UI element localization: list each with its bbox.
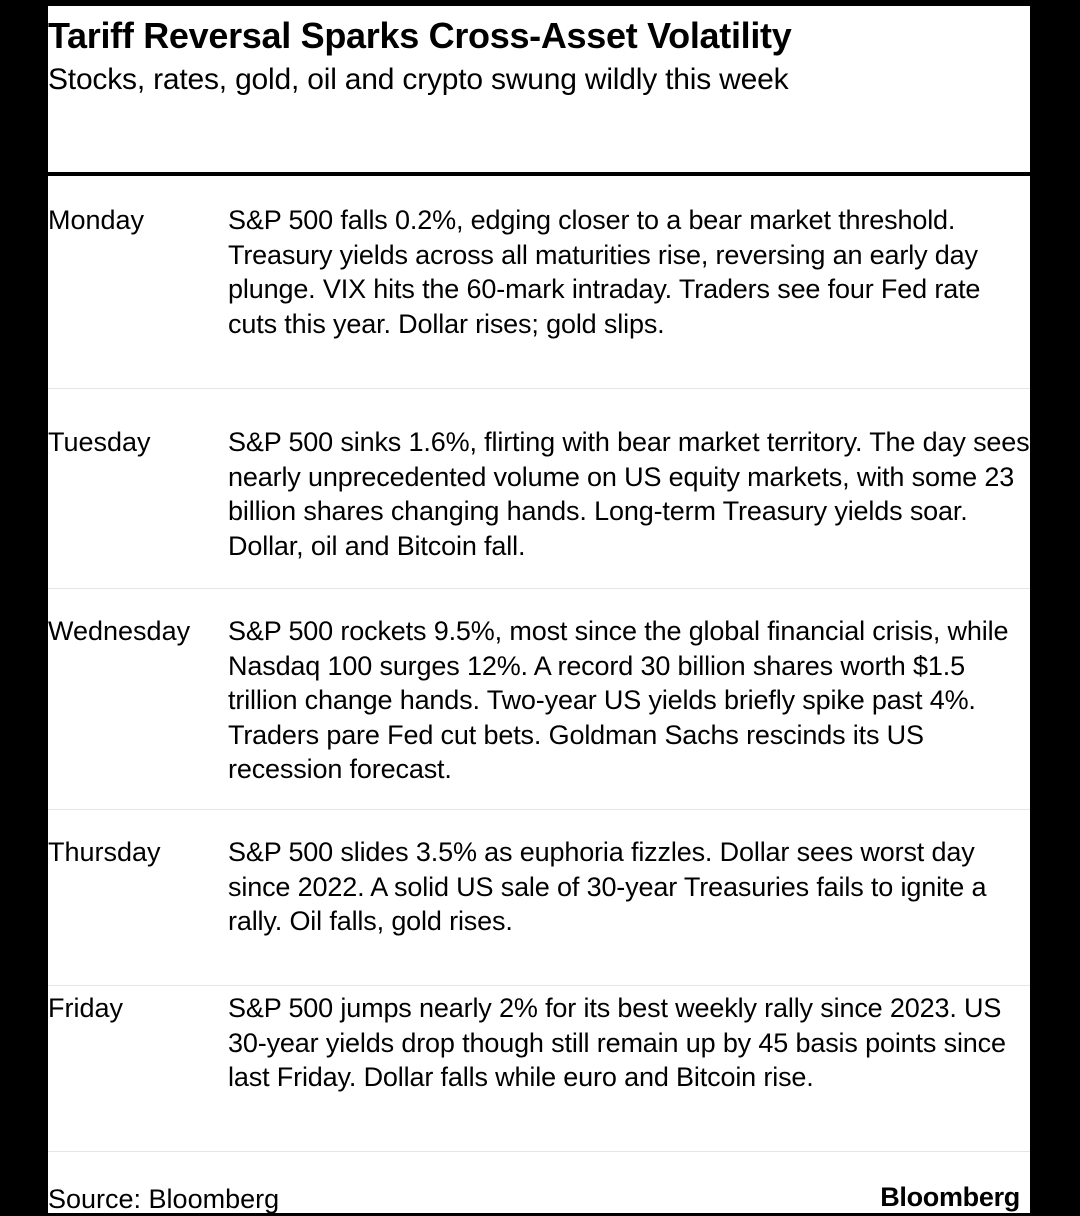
day-description: S&P 500 jumps nearly 2% for its best weekly rally since 2023. US 30-year yields drop though still remain up by 45 basis points since last Friday. Dollar falls while euro and Bitcoin rise.	[228, 993, 1006, 1092]
day-label: Tuesday	[48, 427, 151, 457]
table-row-monday	[48, 176, 1030, 389]
chart-footer	[48, 1176, 1030, 1213]
day-description: S&P 500 sinks 1.6%, flirting with bear market territory. The day sees nearly unprecedented volume on US equity markets, with some 23 billion shares changing hands. Long-term Treasury yields soar. Dollar, oil and Bitcoin fall.	[228, 427, 1030, 561]
day-label: Thursday	[48, 837, 161, 867]
day-description: S&P 500 rockets 9.5%, most since the global financial crisis, while Nasdaq 100 surges 12%. A record 30 billion shares worth $1.5 trillion change hands. Two-year US yields briefly spike past 4%. Traders pare Fed cut bets. Goldman Sachs rescinds its US recession forecast.	[228, 616, 1009, 784]
table-row-wednesday	[48, 589, 1030, 810]
day-description: S&P 500 falls 0.2%, edging closer to a bear market threshold. Treasury yields across all maturities rise, reversing an early day plunge. VIX hits the 60-mark intraday. Traders see four Fed rate cuts this year. Dollar rises; gold slips.	[228, 205, 981, 339]
day-description: S&P 500 slides 3.5% as euphoria fizzles. Dollar sees worst day since 2022. A solid US sale of 30-year Treasuries fails to ignite a rally. Oil falls, gold rises.	[228, 837, 987, 936]
table-row-thursday	[48, 810, 1030, 986]
day-label: Friday	[48, 993, 124, 1023]
day-label: Wednesday	[48, 616, 191, 646]
chart-card	[48, 6, 1030, 1213]
chart-subtitle: Stocks, rates, gold, oil and crypto swung wildly this week	[48, 63, 789, 96]
source-note: Source: Bloomberg	[48, 1184, 280, 1214]
table-row-friday	[48, 986, 1030, 1152]
chart-header	[48, 6, 1030, 172]
bloomberg-logo: Bloomberg	[880, 1182, 1020, 1212]
chart-title: Tariff Reversal Sparks Cross-Asset Volatility	[48, 15, 792, 56]
table-row-tuesday	[48, 388, 1030, 589]
day-label: Monday	[48, 205, 145, 235]
